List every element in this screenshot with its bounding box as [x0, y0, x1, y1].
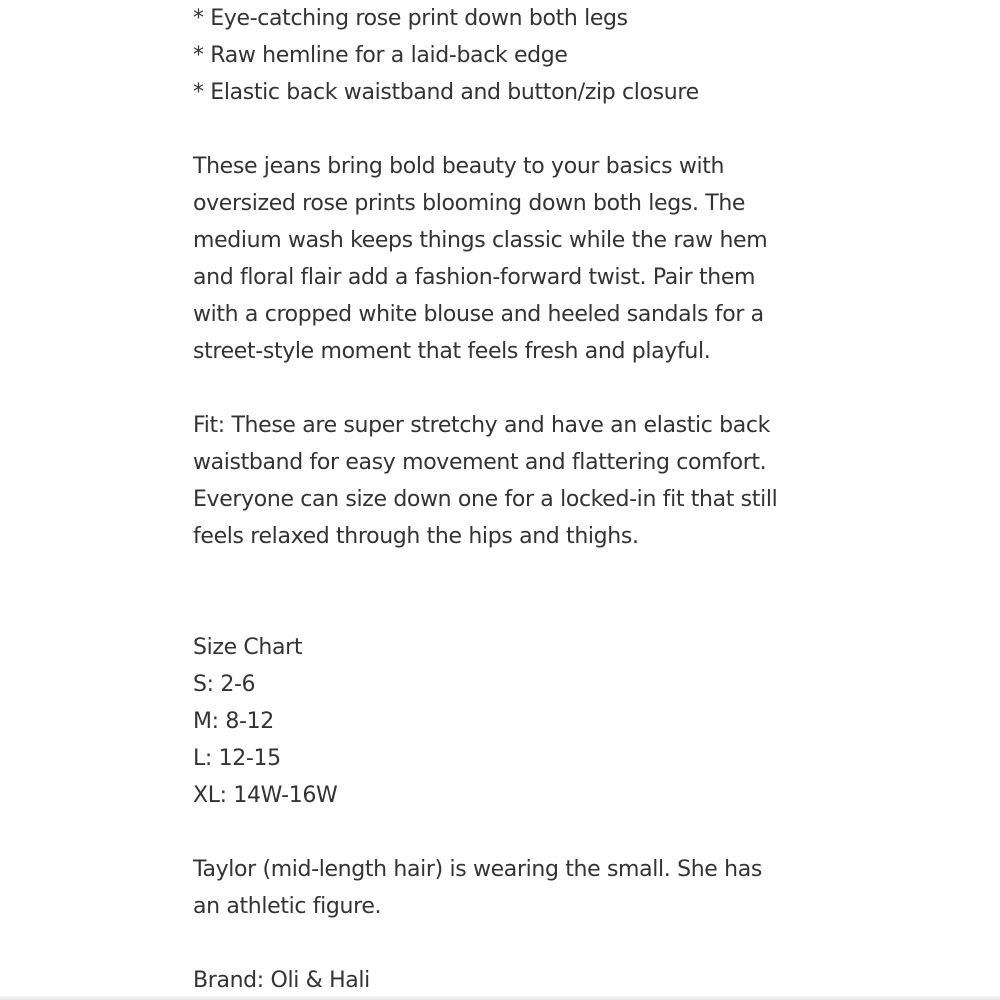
description-line: oversized rose prints blooming down both legs. The — [193, 191, 746, 216]
fit-line: feels relaxed through the hips and thighs. — [193, 524, 639, 549]
fit-line: Everyone can size down one for a locked-in fit that still — [193, 487, 778, 512]
feature-list — [193, 0, 833, 111]
description-line: street-style moment that feels fresh and playful. — [193, 339, 711, 364]
feature-item: * Elastic back waistband and button/zip closure — [193, 80, 699, 105]
fit-line: Fit: These are super stretchy and have an elastic back — [193, 413, 771, 438]
description-line: with a cropped white blouse and heeled sandals for a — [193, 302, 764, 327]
feature-item: * Raw hemline for a laid-back edge — [193, 43, 568, 68]
product-description — [193, 0, 833, 999]
description-line: These jeans bring bold beauty to your basics with — [193, 154, 725, 179]
size-row: S: 2-6 — [193, 672, 256, 697]
size-chart-title: Size Chart — [193, 635, 303, 660]
size-row: M: 8-12 — [193, 709, 274, 734]
model-info — [193, 851, 833, 925]
feature-item: * Eye-catching rose print down both legs — [193, 6, 628, 31]
brand-line: Brand: Oli & Hali — [193, 968, 370, 993]
bottom-divider — [0, 996, 1000, 1000]
size-row: XL: 14W-16W — [193, 783, 338, 808]
size-chart — [193, 629, 833, 814]
model-line: an athletic figure. — [193, 894, 382, 919]
model-line: Taylor (mid-length hair) is wearing the small. She has — [193, 857, 762, 882]
fit-line: waistband for easy movement and flattering comfort. — [193, 450, 767, 475]
description-paragraph — [193, 148, 833, 370]
size-row: L: 12-15 — [193, 746, 281, 771]
fit-paragraph — [193, 407, 833, 555]
description-line: medium wash keeps things classic while the raw hem — [193, 228, 768, 253]
brand-info — [193, 962, 833, 999]
description-line: and floral flair add a fashion-forward twist. Pair them — [193, 265, 756, 290]
